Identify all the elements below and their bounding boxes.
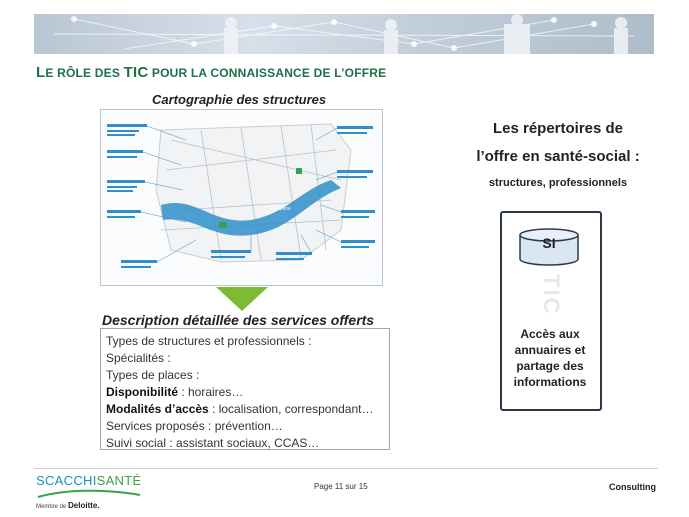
footer-divider: [34, 468, 658, 469]
title-part1: E RÔLE DES: [45, 66, 124, 80]
page-number: Page 11 sur 15: [314, 482, 368, 491]
map-river-label: La Seine: [271, 206, 291, 212]
acces-text: Accès aux annuaires et partage des informations: [513, 327, 587, 389]
down-arrow-icon: [216, 287, 268, 311]
footer-consulting: Consulting: [609, 482, 656, 492]
database-icon: [518, 227, 580, 267]
title-prefix: L: [36, 64, 46, 81]
list-item: Suivi social : assistant sociaux, CCAS…: [106, 436, 320, 450]
title-part2: POUR LA CONNAISSANCE DE L’OFFRE: [148, 66, 387, 80]
structures-map-image: [100, 109, 383, 286]
list-item: Services proposés : prévention…: [106, 419, 283, 433]
map-caption: Cartographie des structures: [152, 92, 327, 107]
scacchi-sante-logo: [36, 471, 146, 511]
list-item: Disponibilité : horaires…: [106, 385, 244, 399]
list-item: Modalités d’accès : localisation, correspondant…: [106, 402, 374, 416]
logo-swoosh-icon: [36, 489, 146, 499]
brand-name: SCACCHISANTÉ: [36, 473, 142, 488]
services-caption: Description détaillée des services offerts: [102, 312, 375, 328]
header-banner-image: [34, 14, 654, 54]
list-item: Types de structures et professionnels :: [106, 334, 312, 348]
tic-label: TIC: [539, 274, 564, 316]
member-of: Membre de Deloitte.: [36, 501, 100, 510]
repertoires-line2: l’offre en santé-social :: [476, 148, 640, 165]
tic-watermark: [538, 274, 562, 324]
si-label: SI: [542, 235, 556, 251]
repertoires-line3: structures, professionnels: [488, 177, 628, 189]
repertoires-heading: [443, 115, 673, 189]
list-item: Spécialités :: [106, 351, 171, 365]
list-item: Types de places :: [106, 368, 200, 382]
title-tic: TIC: [123, 64, 149, 81]
repertoires-line1: Les répertoires de: [492, 120, 624, 137]
slide-title: [36, 64, 386, 81]
services-list: [100, 328, 390, 450]
